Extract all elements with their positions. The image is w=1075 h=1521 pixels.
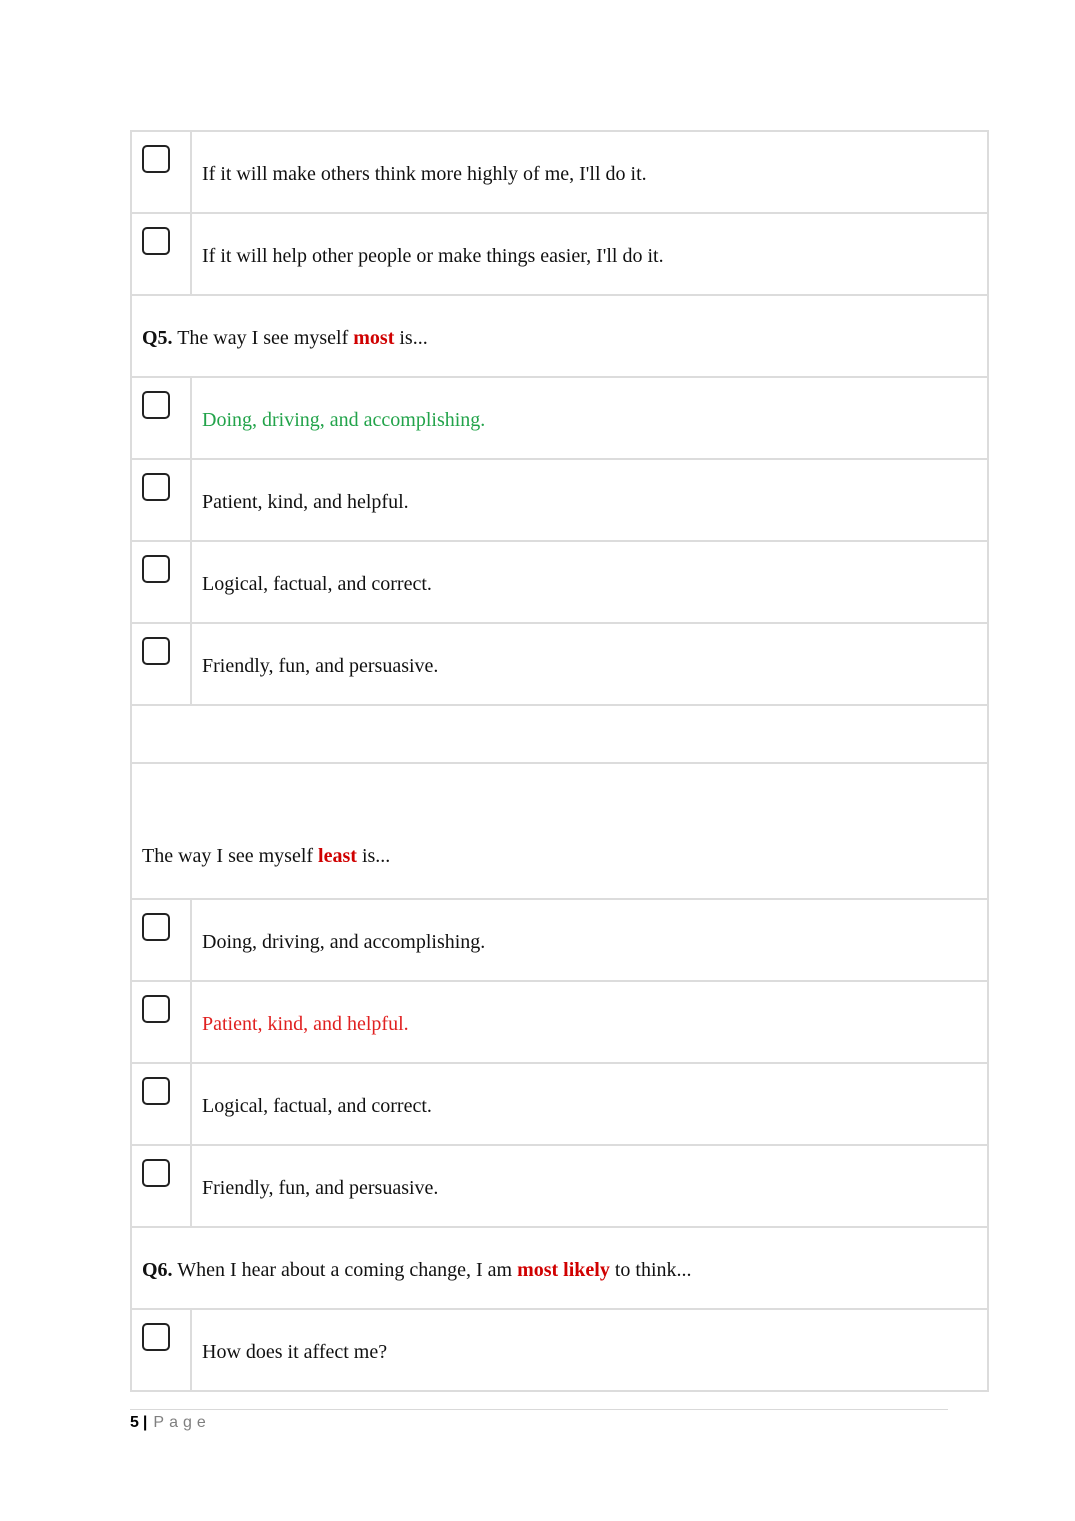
answer-checkbox[interactable] <box>142 1323 170 1351</box>
question-number: Q5. <box>142 326 173 349</box>
page-label: Page <box>153 1414 211 1431</box>
answer-row <box>131 899 988 981</box>
answer-row <box>131 377 988 459</box>
answer-option: Patient, kind, and helpful. <box>191 459 988 541</box>
answer-option: Logical, factual, and correct. <box>191 1063 988 1145</box>
answer-checkbox[interactable] <box>142 555 170 583</box>
answer-option: Friendly, fun, and persuasive. <box>191 1145 988 1227</box>
question-prompt: The way I see myself least is... <box>131 763 988 899</box>
answer-row <box>131 1063 988 1145</box>
answer-row <box>131 459 988 541</box>
answer-option-green: Doing, driving, and accomplishing. <box>191 377 988 459</box>
answer-checkbox[interactable] <box>142 227 170 255</box>
answer-option: How does it affect me? <box>191 1309 988 1391</box>
answer-row <box>131 981 988 1063</box>
question-prompt: Q6. When I hear about a coming change, I am most likely to think... <box>131 1227 988 1309</box>
answer-row <box>131 623 988 705</box>
question-row-q6 <box>131 1227 988 1309</box>
answer-option-red: Patient, kind, and helpful. <box>191 981 988 1063</box>
questionnaire-table <box>130 130 989 1392</box>
answer-option: Logical, factual, and correct. <box>191 541 988 623</box>
answer-checkbox[interactable] <box>142 1077 170 1105</box>
question-prompt: Q5. The way I see myself most is... <box>131 295 988 377</box>
emphasis-word: most likely <box>517 1258 610 1281</box>
answer-checkbox[interactable] <box>142 913 170 941</box>
answer-row <box>131 131 988 213</box>
blank-row <box>131 705 988 763</box>
answer-row <box>131 1145 988 1227</box>
answer-checkbox[interactable] <box>142 637 170 665</box>
question-row-least <box>131 763 988 899</box>
footer-separator: | <box>142 1414 148 1431</box>
emphasis-word: most <box>353 326 395 349</box>
answer-option: Doing, driving, and accomplishing. <box>191 899 988 981</box>
answer-checkbox[interactable] <box>142 145 170 173</box>
answer-option: If it will help other people or make things easier, I'll do it. <box>191 213 988 295</box>
page-footer <box>130 1413 211 1433</box>
footer-divider <box>130 1409 948 1410</box>
answer-checkbox[interactable] <box>142 995 170 1023</box>
question-row-q5 <box>131 295 988 377</box>
answer-row <box>131 541 988 623</box>
page-number: 5 <box>130 1414 139 1431</box>
answer-checkbox[interactable] <box>142 391 170 419</box>
answer-row <box>131 213 988 295</box>
answer-row <box>131 1309 988 1391</box>
answer-checkbox[interactable] <box>142 473 170 501</box>
answer-option: If it will make others think more highly of me, I'll do it. <box>191 131 988 213</box>
question-number: Q6. <box>142 1258 173 1281</box>
answer-checkbox[interactable] <box>142 1159 170 1187</box>
answer-option: Friendly, fun, and persuasive. <box>191 623 988 705</box>
emphasis-word: least <box>318 845 357 867</box>
